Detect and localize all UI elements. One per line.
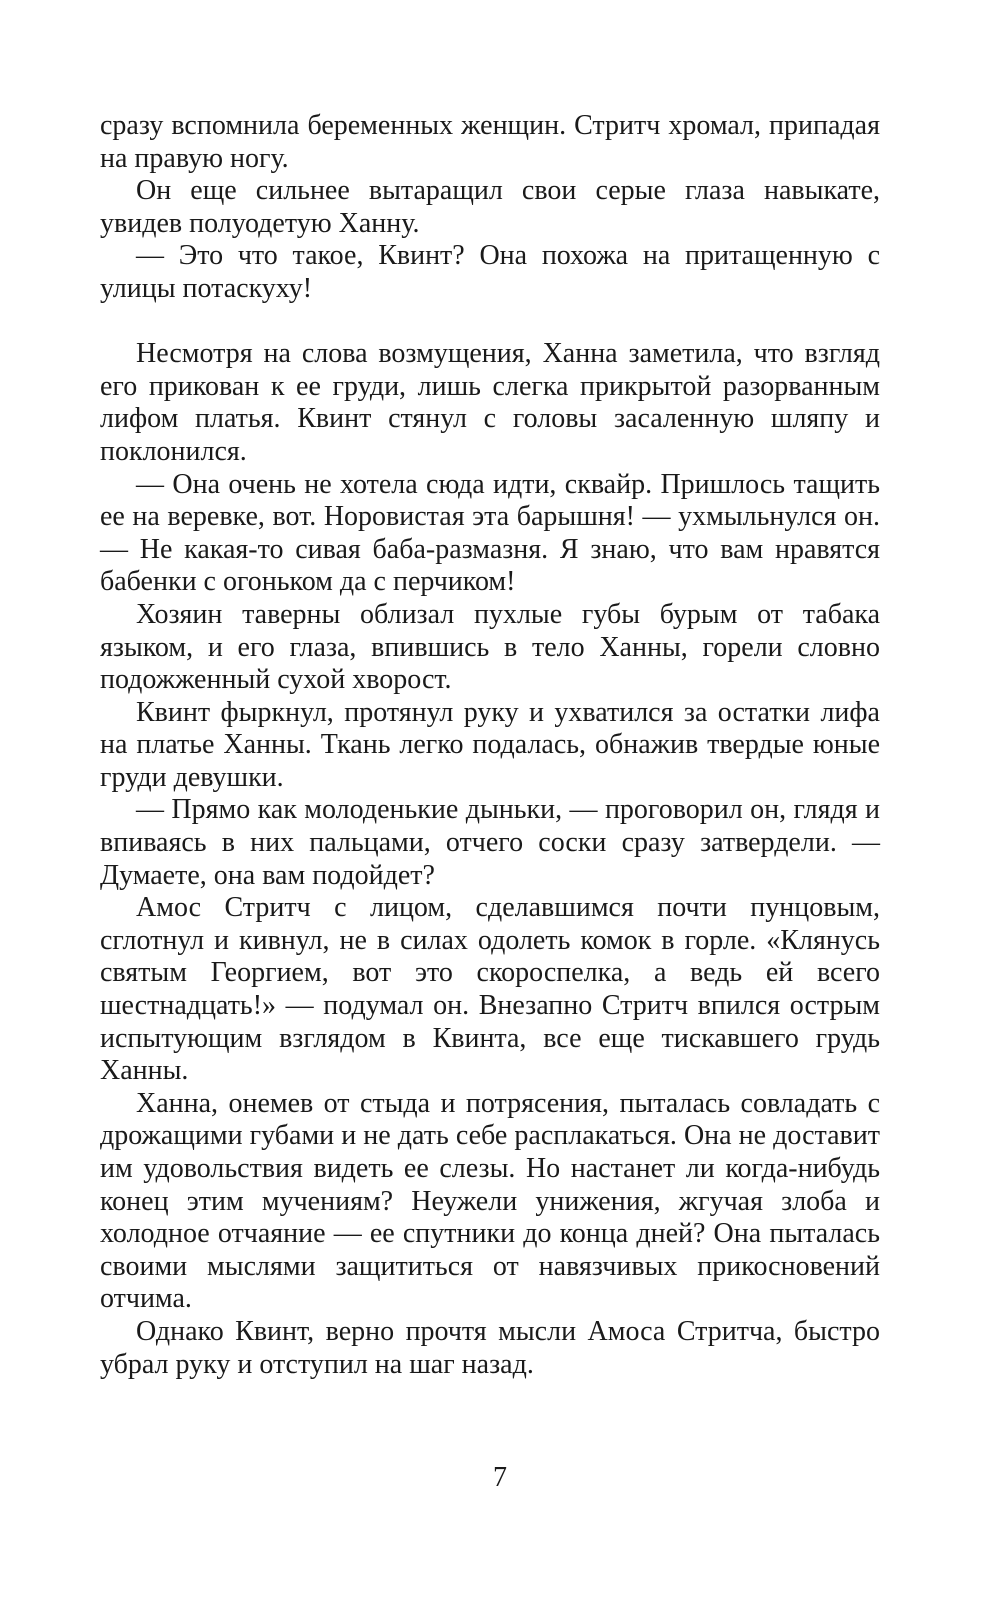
paragraph: — Она очень не хотела сюда идти, сквайр. Пришлось тащить ее на веревке, вот. Норовистая эта барышня! — ухмыльнулся он. — Не какая-то сивая баба-размазня. Я знаю, что вам нравятся бабенки с огоньком да с перчиком! xyxy=(100,468,880,598)
paragraph: Однако Квинт, верно прочтя мысли Амоса Стритча, быстро убрал руку и отступил на шаг назад. xyxy=(100,1315,880,1380)
paragraph: Он еще сильнее вытаращил свои серые глаза навыкате, увидев полуодетую Ханну. xyxy=(100,175,880,239)
paragraph: сразу вспомнила беременных женщин. Стритч хромал, припадая на правую ногу. xyxy=(100,110,880,174)
paragraph: Несмотря на слова возмущения, Ханна заметила, что взгляд его прикован к ее груди, лишь слегка прикрытой разорванным лифом платья. Квинт стянул с головы засаленную шляпу и поклонился. xyxy=(100,338,880,467)
page-body-text xyxy=(100,110,880,1381)
paragraph: Хозяин таверны облизал пухлые губы бурым от табака языком, и его глаза, впившись в тело Ханны, горели словно подожженный сухой хворост. xyxy=(100,598,880,696)
page-number: 7 xyxy=(493,1462,507,1493)
paragraph: Квинт фыркнул, протянул руку и ухватился за остатки лифа на платье Ханны. Ткань легко подалась, обнажив твердые юные груди девушки. xyxy=(100,696,880,793)
paragraph: — Это что такое, Квинт? Она похожа на притащенную с улицы потаскуху! xyxy=(100,240,880,304)
section-break xyxy=(100,306,880,339)
paragraph: Ханна, онемев от стыда и потрясения, пыталась совладать с дрожащими губами и не дать себе расплакаться. Она не доставит им удовольствия видеть ее слезы. Но настанет ли когда-нибудь конец этим мучениям? Неужели унижения, жгучая злоба и холодное отчаяние — ее спутники до конца дней? Она пыталась своими мыслями защититься от навязчивых прикосновений отчима. xyxy=(100,1087,880,1315)
paragraph: Амос Стритч с лицом, сделавшимся почти пунцовым, сглотнул и кивнул, не в силах одолеть комок в горле. «Клянусь святым Георгием, вот это скороспелка, а ведь ей всего шестнадцать!» — подумал он. Внезапно Стритч впился острым испытующим взглядом в Квинта, все еще тискавшего грудь Ханны. xyxy=(100,892,880,1087)
paragraph: — Прямо как молоденькие дыньки, — проговорил он, глядя и впиваясь в них пальцами, отчего соски сразу затвердели. — Думаете, она вам подойдет? xyxy=(100,794,880,891)
